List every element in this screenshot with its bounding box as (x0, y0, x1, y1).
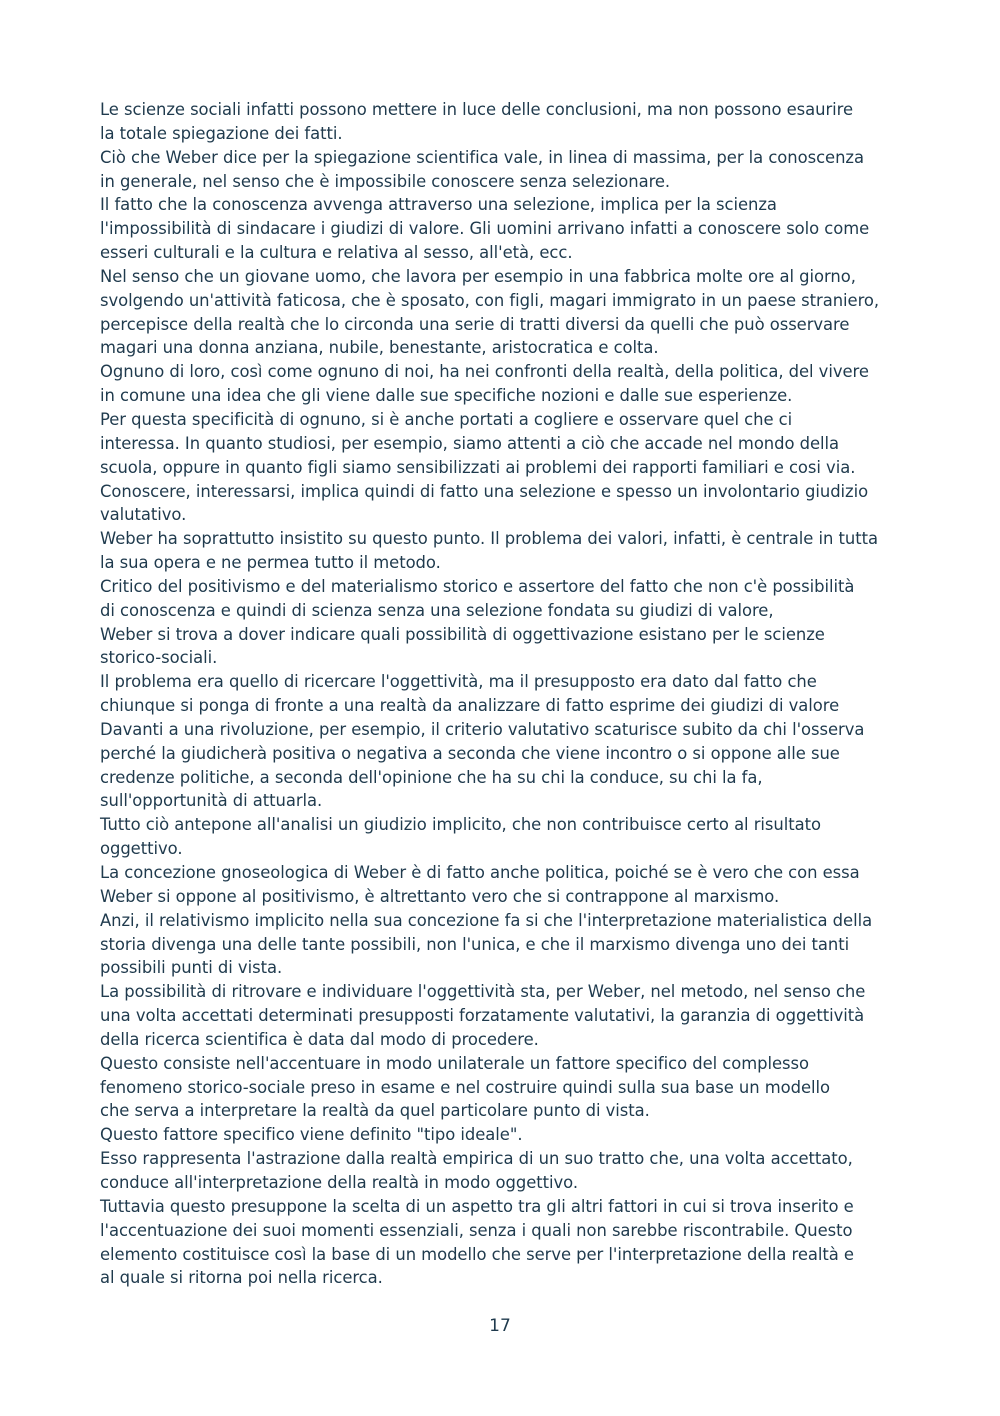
text-line: Il fatto che la conoscenza avvenga attraverso una selezione, implica per la scienza (100, 195, 777, 215)
text-line: oggettivo. (100, 839, 183, 859)
text-line: Davanti a una rivoluzione, per esempio, il criterio valutativo scaturisce subito da chi l'osserva (100, 719, 865, 739)
text-line: Esso rappresenta l'astrazione dalla realtà empirica di un suo tratto che, una volta accettato, (100, 1149, 853, 1169)
text-line: Nel senso che un giovane uomo, che lavora per esempio in una fabbrica molte ore al giorno, (100, 266, 856, 286)
text-line: magari una donna anziana, nubile, benestante, aristocratica e colta. (100, 338, 659, 358)
text-line: Tutto ciò antepone all'analisi un giudizio implicito, che non contribuisce certo al risultato (100, 815, 821, 835)
text-line: possibili punti di vista. (100, 958, 283, 978)
text-line: una volta accettati determinati presupposti forzatamente valutativi, la garanzia di oggettività (100, 1006, 865, 1026)
text-line: storia divenga una delle tante possibili, non l'unica, e che il marxismo divenga uno dei tanti (100, 934, 850, 954)
text-line: Ciò che Weber dice per la spiegazione scientifica vale, in linea di massima, per la conoscenza (100, 147, 864, 167)
text-line: Weber si oppone al positivismo, è altrettanto vero che si contrappone al marxismo. (100, 886, 780, 906)
text-line: sull'opportunità di attuarla. (100, 791, 323, 811)
text-line: Conoscere, interessarsi, implica quindi di fatto una selezione e spesso un involontario giudizio (100, 481, 869, 501)
text-line: Per questa specificità di ognuno, si è anche portati a cogliere e osservare quel che ci (100, 409, 793, 429)
text-line: di conoscenza e quindi di scienza senza una selezione fondata su giudizi di valore, (100, 600, 774, 620)
text-line: in generale, nel senso che è impossibile conoscere senza selezionare. (100, 171, 671, 191)
text-line: Weber si trova a dover indicare quali possibilità di oggettivazione esistano per le scienze (100, 624, 825, 644)
text-line: Tuttavia questo presuppone la scelta di un aspetto tra gli altri fattori in cui si trova inserito e (100, 1196, 854, 1216)
text-line: in comune una idea che gli viene dalle sue specifiche nozioni e dalle sue esperienze. (100, 386, 793, 406)
text-line: credenze politiche, a seconda dell'opinione che ha su chi la conduce, su chi la fa, (100, 767, 763, 787)
text-line: la sua opera e ne permea tutto il metodo. (100, 553, 441, 573)
text-line: elemento costituisce così la base di un modello che serve per l'interpretazione della realtà e (100, 1244, 854, 1264)
text-line: La possibilità di ritrovare e individuare l'oggettività sta, per Weber, nel metodo, nel senso che (100, 982, 866, 1002)
text-line: Le scienze sociali infatti possono mettere in luce delle conclusioni, ma non possono esaurire (100, 100, 854, 119)
text-line: storico-sociali. (100, 648, 218, 668)
text-line: valutativo. (100, 505, 187, 525)
text-line: conduce all'interpretazione della realtà in modo oggettivo. (100, 1172, 578, 1192)
text-line: esseri culturali e la cultura e relativa al sesso, all'età, ecc. (100, 243, 573, 263)
text-line: perché la giudicherà positiva o negativa a seconda che viene incontro o si oppone alle sue (100, 743, 840, 763)
text-line: svolgendo un'attività faticosa, che è sposato, con figli, magari immigrato in un paese straniero, (100, 290, 880, 310)
text-line: al quale si ritorna poi nella ricerca. (100, 1268, 383, 1288)
text-line: l'impossibilità di sindacare i giudizi di valore. Gli uomini arrivano infatti a conoscere solo come (100, 219, 870, 239)
text-line: scuola, oppure in quanto figli siamo sensibilizzati ai problemi dei rapporti familiari e cosi via. (100, 457, 856, 477)
text-line: fenomeno storico-sociale preso in esame e nel costruire quindi sulla sua base un modello (100, 1077, 830, 1097)
text-line: La concezione gnoseologica di Weber è di fatto anche politica, poiché se è vero che con essa (100, 863, 860, 882)
text-line: interessa. In quanto studiosi, per esempio, siamo attenti a ciò che accade nel mondo della (100, 433, 840, 453)
text-line: Il problema era quello di ricercare l'oggettività, ma il presupposto era dato dal fatto che (100, 672, 817, 692)
text-line: Critico del positivismo e del materialismo storico e assertore del fatto che non c'è possibilità (100, 576, 855, 596)
text-line: l'accentuazione dei suoi momenti essenziali, senza i quali non sarebbe riscontrabile. Questo (100, 1220, 853, 1240)
text-line: Questo fattore specifico viene definito "tipo ideale". (100, 1125, 523, 1145)
page-number: 17 (489, 1316, 511, 1336)
text-line: la totale spiegazione dei fatti. (100, 123, 343, 143)
text-line: Ognuno di loro, così come ognuno di noi, ha nei confronti della realtà, della politica, del vivere (100, 362, 869, 382)
text-line: della ricerca scientifica è data dal modo di procedere. (100, 1029, 539, 1049)
body-text (100, 98, 906, 1290)
text-line: chiunque si ponga di fronte a una realtà da analizzare di fatto esprime dei giudizi di valore (100, 696, 840, 716)
text-line: Anzi, il relativismo implicito nella sua concezione fa si che l'interpretazione materialistica della (100, 910, 873, 930)
text-line: percepisce della realtà che lo circonda una serie di tratti diversi da quelli che può osservare (100, 314, 850, 334)
text-line: che serva a interpretare la realtà da quel particolare punto di vista. (100, 1101, 650, 1121)
text-line: Weber ha soprattutto insistito su questo punto. Il problema dei valori, infatti, è centrale in tutta (100, 529, 878, 549)
text-line: Questo consiste nell'accentuare in modo unilaterale un fattore specifico del complesso (100, 1053, 810, 1073)
